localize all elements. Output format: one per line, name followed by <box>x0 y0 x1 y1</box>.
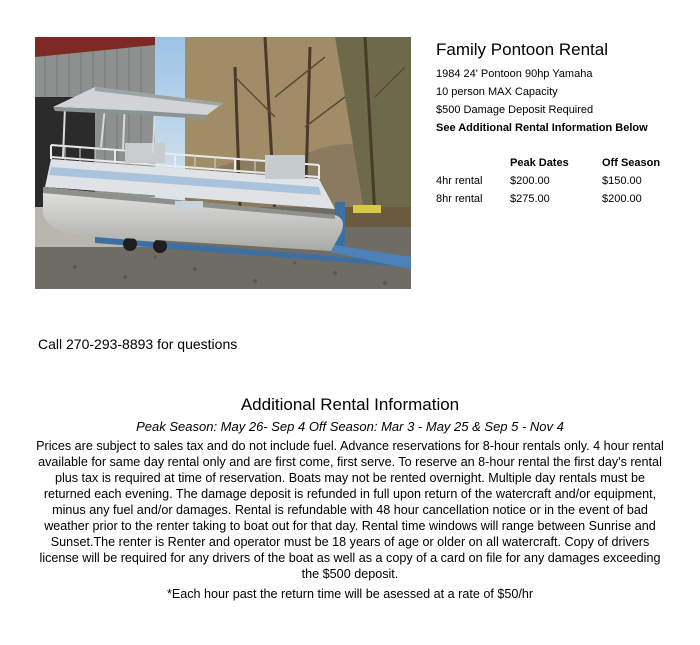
rates-header-row <box>436 154 696 172</box>
rates-header-off: Off Season <box>602 157 661 169</box>
deposit: $500 Damage Deposit Required <box>436 104 594 116</box>
rates-row <box>436 172 696 190</box>
additional-heading: Additional Rental Information <box>240 395 460 414</box>
rental-terms: Prices are subject to sales tax and do not include fuel. Advance reservations for 8-hour rentals only. 4 hour rental available for same day rental only and are first come, first serve. To reserve an 8-hour rental the first day's rental plus tax is required at time of reservation. Boats may not be rented overnight. Multiple day rentals must be returned each evening. The damage deposit is refunded in full upon return of the watercraft and/or equipment, minus any fuel and/or damages. Rental is refundable with 48 hour cancellation notice or in the event of bad weather prior to the renter taking to boat out for that day. Rental time windows will range between Sunrise and Sunset.The renter is Renter and operator must be 18 years of age or older on all watercraft. Copy of drivers license will be required for any drivers of the boat as well as a copy of a card on file for any damages exceeding the $500 deposit. <box>36 439 664 581</box>
listing-title: Family Pontoon Rental <box>436 40 608 59</box>
additional-info <box>36 395 664 602</box>
rate-label: 8hr rental <box>436 193 483 205</box>
late-fee-note: *Each hour past the return time will be asessed at a rate of $50/hr <box>166 587 534 601</box>
rate-peak: $275.00 <box>510 193 550 205</box>
contact-phone: Call 270-293-8893 for questions <box>38 336 238 352</box>
rate-label: 4hr rental <box>436 175 483 187</box>
boat-spec: 1984 24' Pontoon 90hp Yamaha <box>436 68 593 80</box>
see-more-note: See Additional Rental Information Below <box>436 122 648 134</box>
rates-table <box>436 154 696 208</box>
rate-peak: $200.00 <box>510 175 550 187</box>
rates-header-peak: Peak Dates <box>510 157 569 169</box>
rate-off: $150.00 <box>602 175 642 187</box>
rate-off: $200.00 <box>602 193 642 205</box>
capacity: 10 person MAX Capacity <box>436 86 558 98</box>
season-dates: Peak Season: May 26- Sep 4 Off Season: Mar 3 - May 25 & Sep 5 - Nov 4 <box>136 419 564 434</box>
rates-row <box>436 190 696 208</box>
listing-info <box>436 40 696 137</box>
pontoon-photo <box>35 37 411 289</box>
